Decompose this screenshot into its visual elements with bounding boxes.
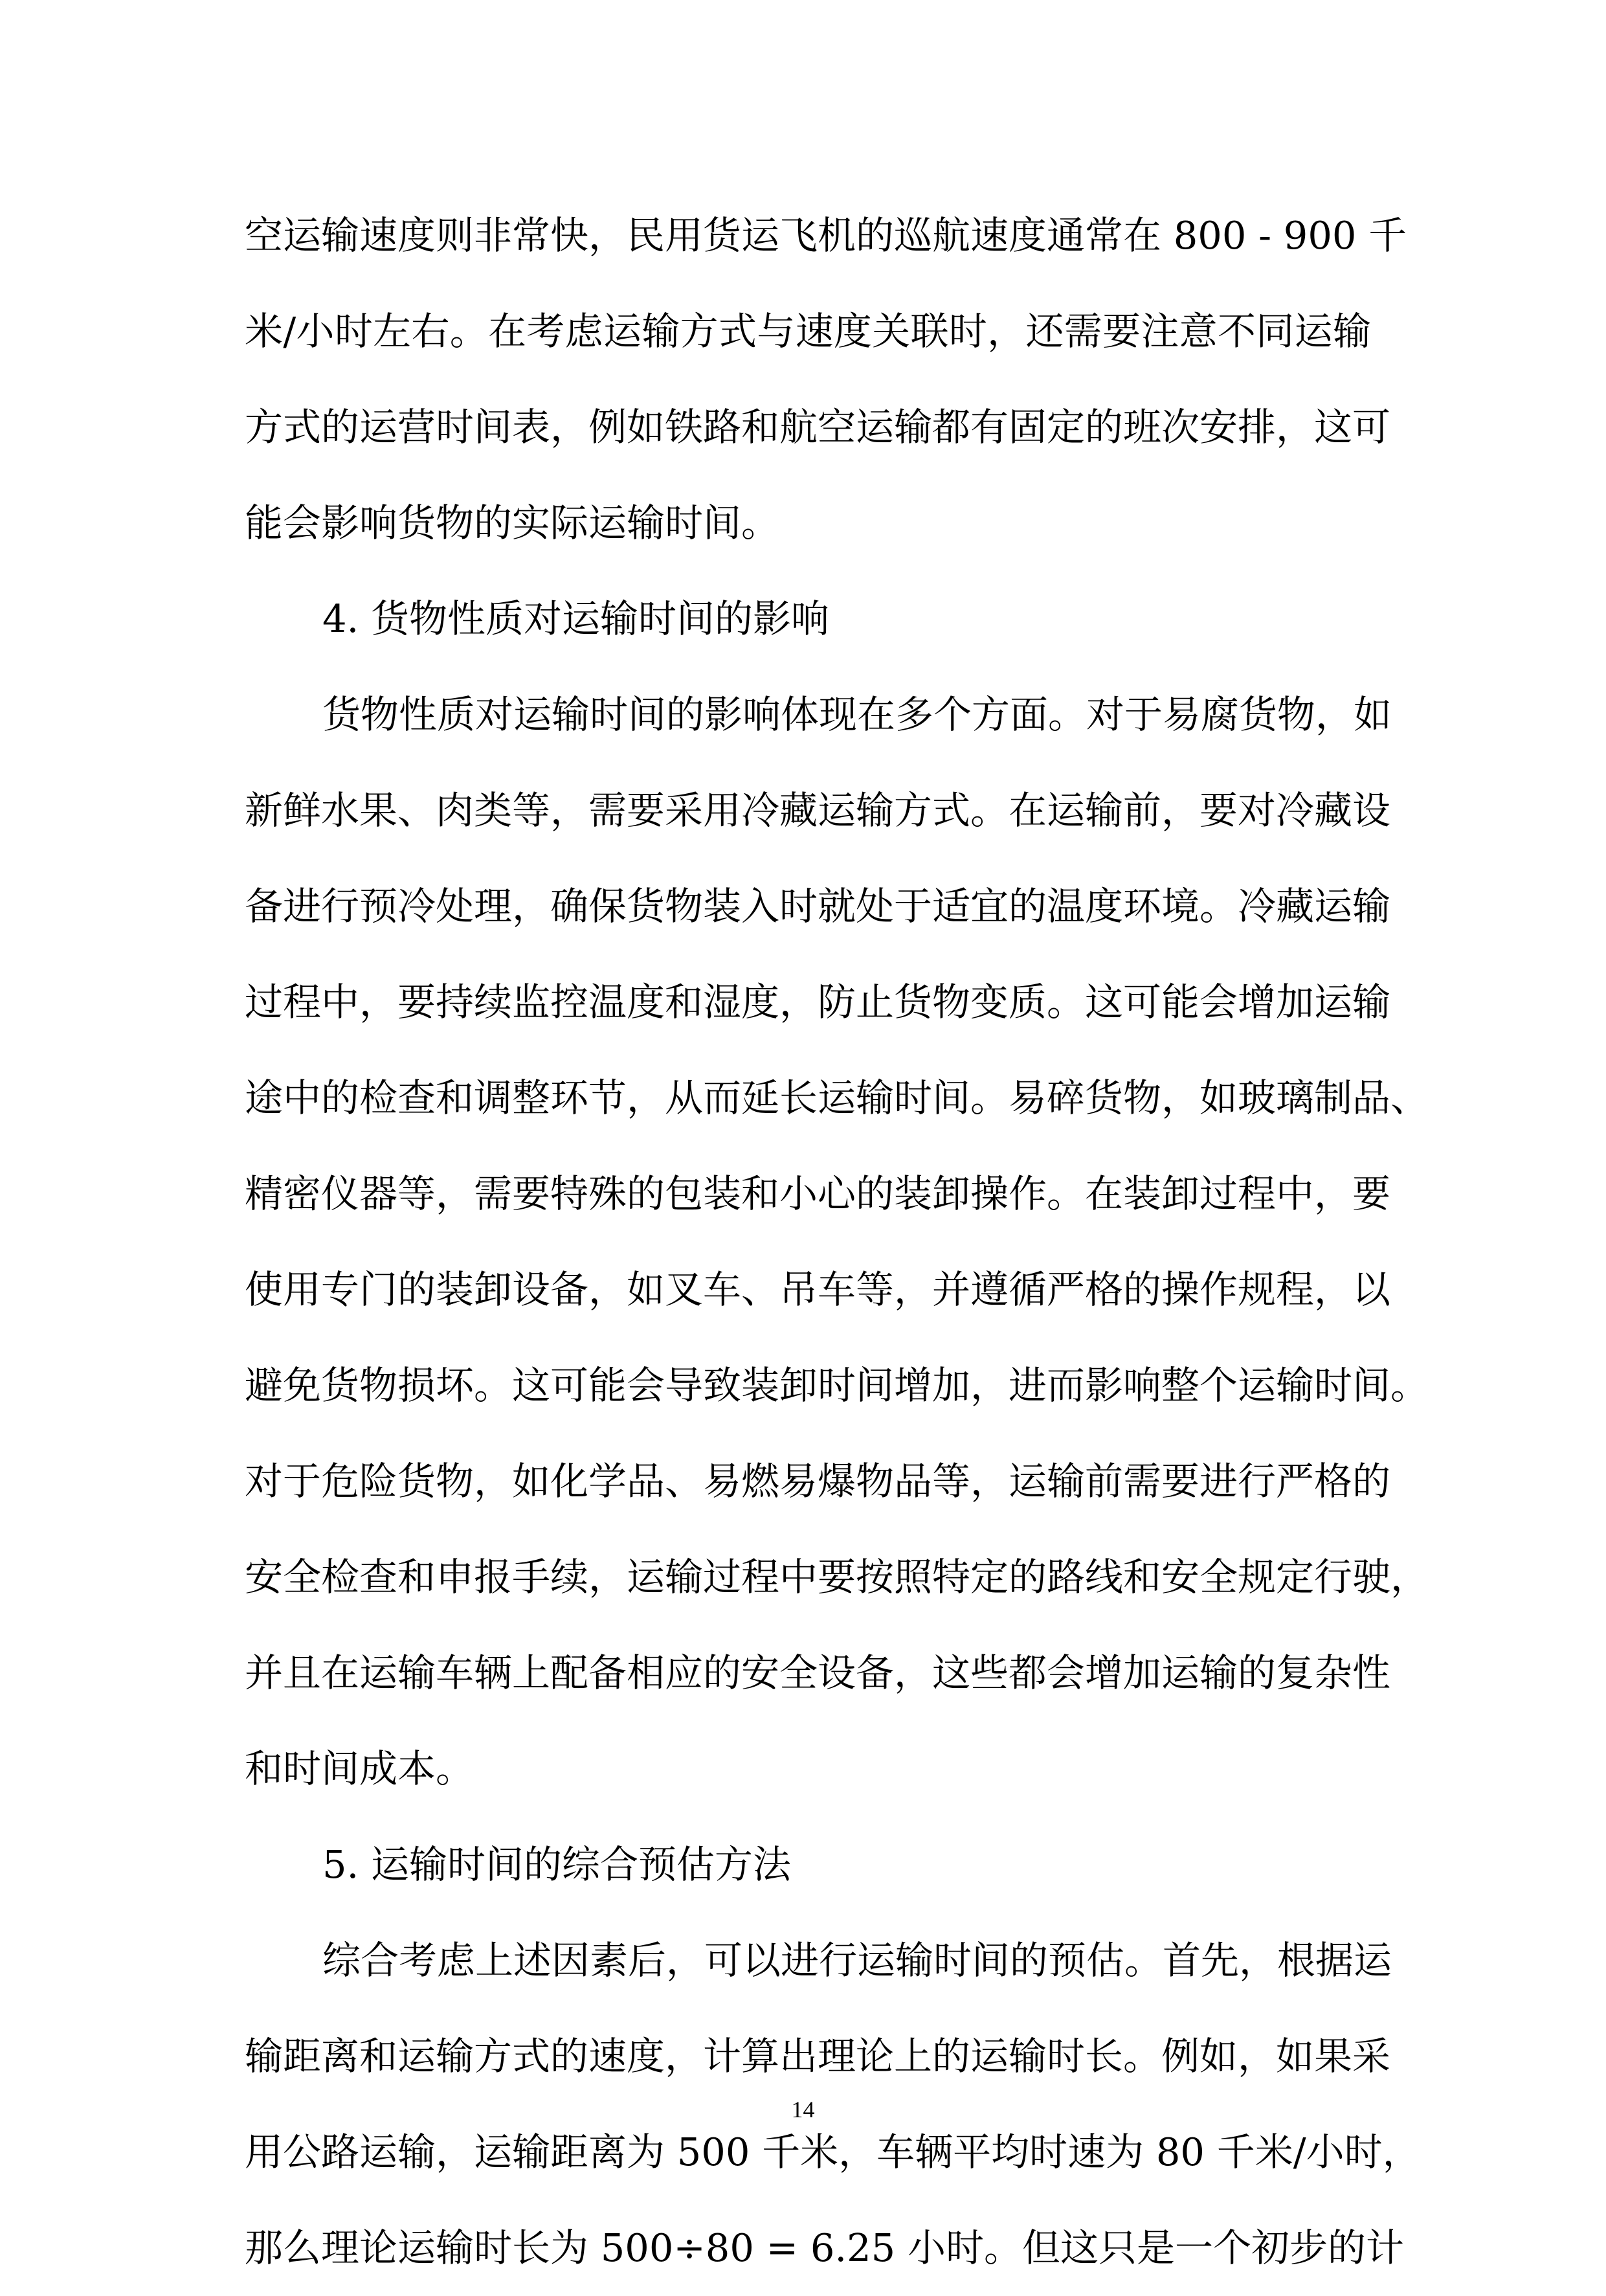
text-line: 并且在运输车辆上配备相应的安全设备，这些都会增加运输的复杂性 [245, 1650, 1391, 1695]
text-line: 避免货物损坏。这可能会导致装卸时间增加，进而影响整个运输时间。 [245, 1363, 1429, 1408]
text-line: 安全检查和申报手续，运输过程中要按照特定的路线和安全规定行驶， [245, 1555, 1429, 1599]
text-line: 货物性质对运输时间的影响体现在多个方面。对于易腐货物，如 [322, 692, 1392, 737]
text-line: 使用专门的装卸设备，如叉车、吊车等，并遵循严格的操作规程，以 [245, 1267, 1391, 1312]
body-text [245, 188, 1429, 2296]
text-line: 方式的运营时间表，例如铁路和航空运输都有固定的班次安排，这可 [245, 405, 1391, 449]
text-line: 空运输速度则非常快，民用货运飞机的巡航速度通常在 800 - 900 千 [245, 213, 1407, 258]
text-line: 备进行预冷处理，确保货物装入时就处于适宜的温度环境。冷藏运输 [245, 884, 1391, 929]
section-heading: 4. 货物性质对运输时间的影响 [322, 596, 830, 641]
page-number: 14 [791, 2097, 815, 2122]
text-line: 新鲜水果、肉类等，需要采用冷藏运输方式。在运输前，要对冷藏设 [245, 788, 1391, 833]
text-line: 和时间成本。 [245, 1746, 474, 1791]
text-line: 对于危险货物，如化学品、易燃易爆物品等，运输前需要进行严格的 [245, 1459, 1391, 1503]
text-line: 那么理论运输时长为 500÷80 = 6.25 小时。但这只是一个初步的计 [245, 2225, 1404, 2270]
text-line: 过程中，要持续监控温度和湿度，防止货物变质。这可能会增加运输 [245, 980, 1391, 1024]
section-heading: 5. 运输时间的综合预估方法 [322, 1842, 792, 1887]
text-line: 途中的检查和调整环节，从而延长运输时间。易碎货物，如玻璃制品、 [245, 1075, 1429, 1120]
text-line: 米/小时左右。在考虑运输方式与速度关联时，还需要注意不同运输 [245, 309, 1371, 354]
text-line: 输距离和运输方式的速度，计算出理论上的运输时长。例如，如果采 [245, 2034, 1391, 2078]
text-line: 能会影响货物的实际运输时间。 [245, 501, 780, 545]
text-line: 精密仪器等，需要特殊的包装和小心的装卸操作。在装卸过程中，要 [245, 1171, 1391, 1216]
text-line: 用公路运输，运输距离为 500 千米，车辆平均时速为 80 千米/小时， [245, 2130, 1421, 2174]
text-line: 综合考虑上述因素后，可以进行运输时间的预估。首先，根据运 [322, 1938, 1392, 1983]
